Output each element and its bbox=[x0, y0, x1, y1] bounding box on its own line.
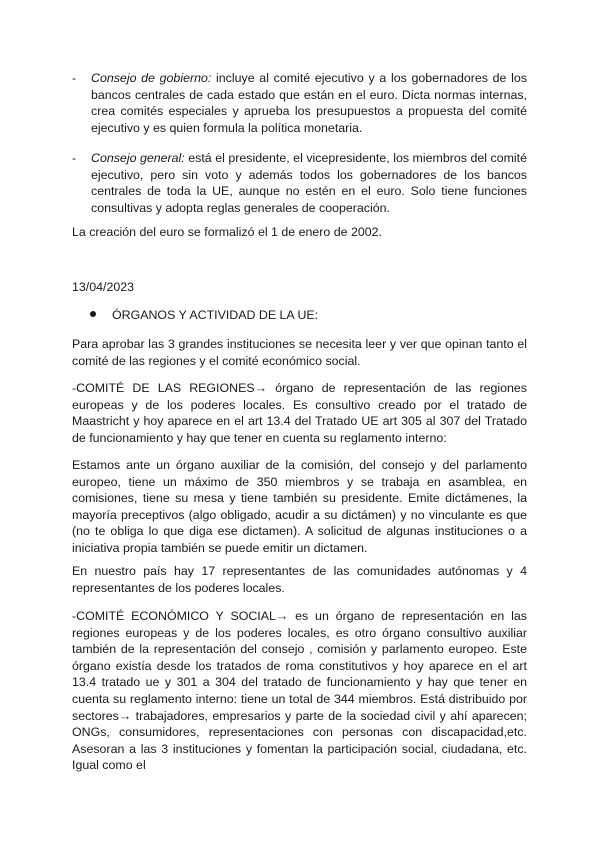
list-item-text: está el presidente, el vicepresidente, los miembros del comité ejecutivo, pero sin voto y además todos los gobernadores de los bancos centrales de toda la UE, aunque no estén en el euro. Solo tiene funciones consultivas y adopta reglas generales de cooperación. bbox=[91, 151, 527, 215]
list-item-consejo-general bbox=[72, 150, 527, 216]
list-item-consejo-gobierno bbox=[72, 70, 527, 136]
list-item-body bbox=[91, 150, 527, 216]
list-item-body bbox=[91, 70, 527, 136]
list-item-text: incluye al comité ejecutivo y a los gobernadores de los bancos centrales de cada estado que están en el euro. Dicta normas internas, crea comités especiales y aprueba los presupuestos a propuesta del comité ejecutivo y es quien formula la política monetaria. bbox=[91, 71, 527, 135]
list-item-title: Consejo general: bbox=[91, 151, 185, 165]
list-item-title: Consejo de gobierno: bbox=[91, 71, 212, 85]
list-dash: - bbox=[72, 151, 77, 165]
paragraph: En nuestro país hay 17 representantes de las comunidades autónomas y 4 representantes de los poderes locales. bbox=[72, 564, 527, 595]
list-dash: - bbox=[72, 71, 77, 85]
paragraph: Para aprobar las 3 grandes instituciones se necesita leer y ver que opinan tanto el comité de las regiones y el comité económico social. bbox=[72, 337, 527, 368]
paragraph: -COMITÉ ECONÓMICO Y SOCIAL→ es un órgano de representación en las regiones europeas y de los poderes locales, es otro órgano consultivo auxiliar también de la representación del consejo , comisión y parlamento europeo. Este órgano existía desde los tratados de roma constitutivos y hoy aparece en el art 13.4 tratado ue y 301 a 304 del tratado de funcionamiento y hay que tener en cuenta su reglamento interno: tiene un total de 344 miembros. Está distribuido por sectores→ trabajadores, empresarios y parte de la sociedad civil y ahí aparecen; ONGs, consumidores, representaciones con personas con discapacidad,etc. Asesoran a las 3 instituciones y fomentan la participación social, ciudadana, etc. Igual como el bbox=[72, 609, 527, 773]
euro-paragraph: La creación del euro se formalizó el 1 de enero de 2002. bbox=[72, 225, 382, 239]
section-heading bbox=[90, 307, 318, 324]
paragraph: Estamos ante un órgano auxiliar de la comisión, del consejo y del parlamento europeo, tiene un máximo de 350 miembros y se trabaja en asamblea, en comisiones, tiene su mesa y tiene también su presidente. Emite dictámenes, la mayoría preceptivos (algo obligado, acudir a su dictámen) y no vinculante es que (no te obliga lo que diga ese dictamen). A solicitud de algunas instituciones o a iniciativa propia también se puede emitir un dictamen. bbox=[72, 458, 527, 555]
date-line: 13/04/2023 bbox=[72, 280, 135, 294]
bullet-dot-icon bbox=[90, 311, 96, 317]
section-heading-text: ÓRGANOS Y ACTIVIDAD DE LA UE: bbox=[112, 308, 319, 322]
paragraph: -COMITÉ DE LAS REGIONES→ órgano de representación de las regiones europeas y de los poderes locales. Es consultivo creado por el tratado de Maastricht y hoy aparece en el art 13.4 del Tratado UE art 305 al 307 del Tratado de funcionamiento y hay que tener en cuenta su reglamento interno: bbox=[72, 381, 527, 445]
